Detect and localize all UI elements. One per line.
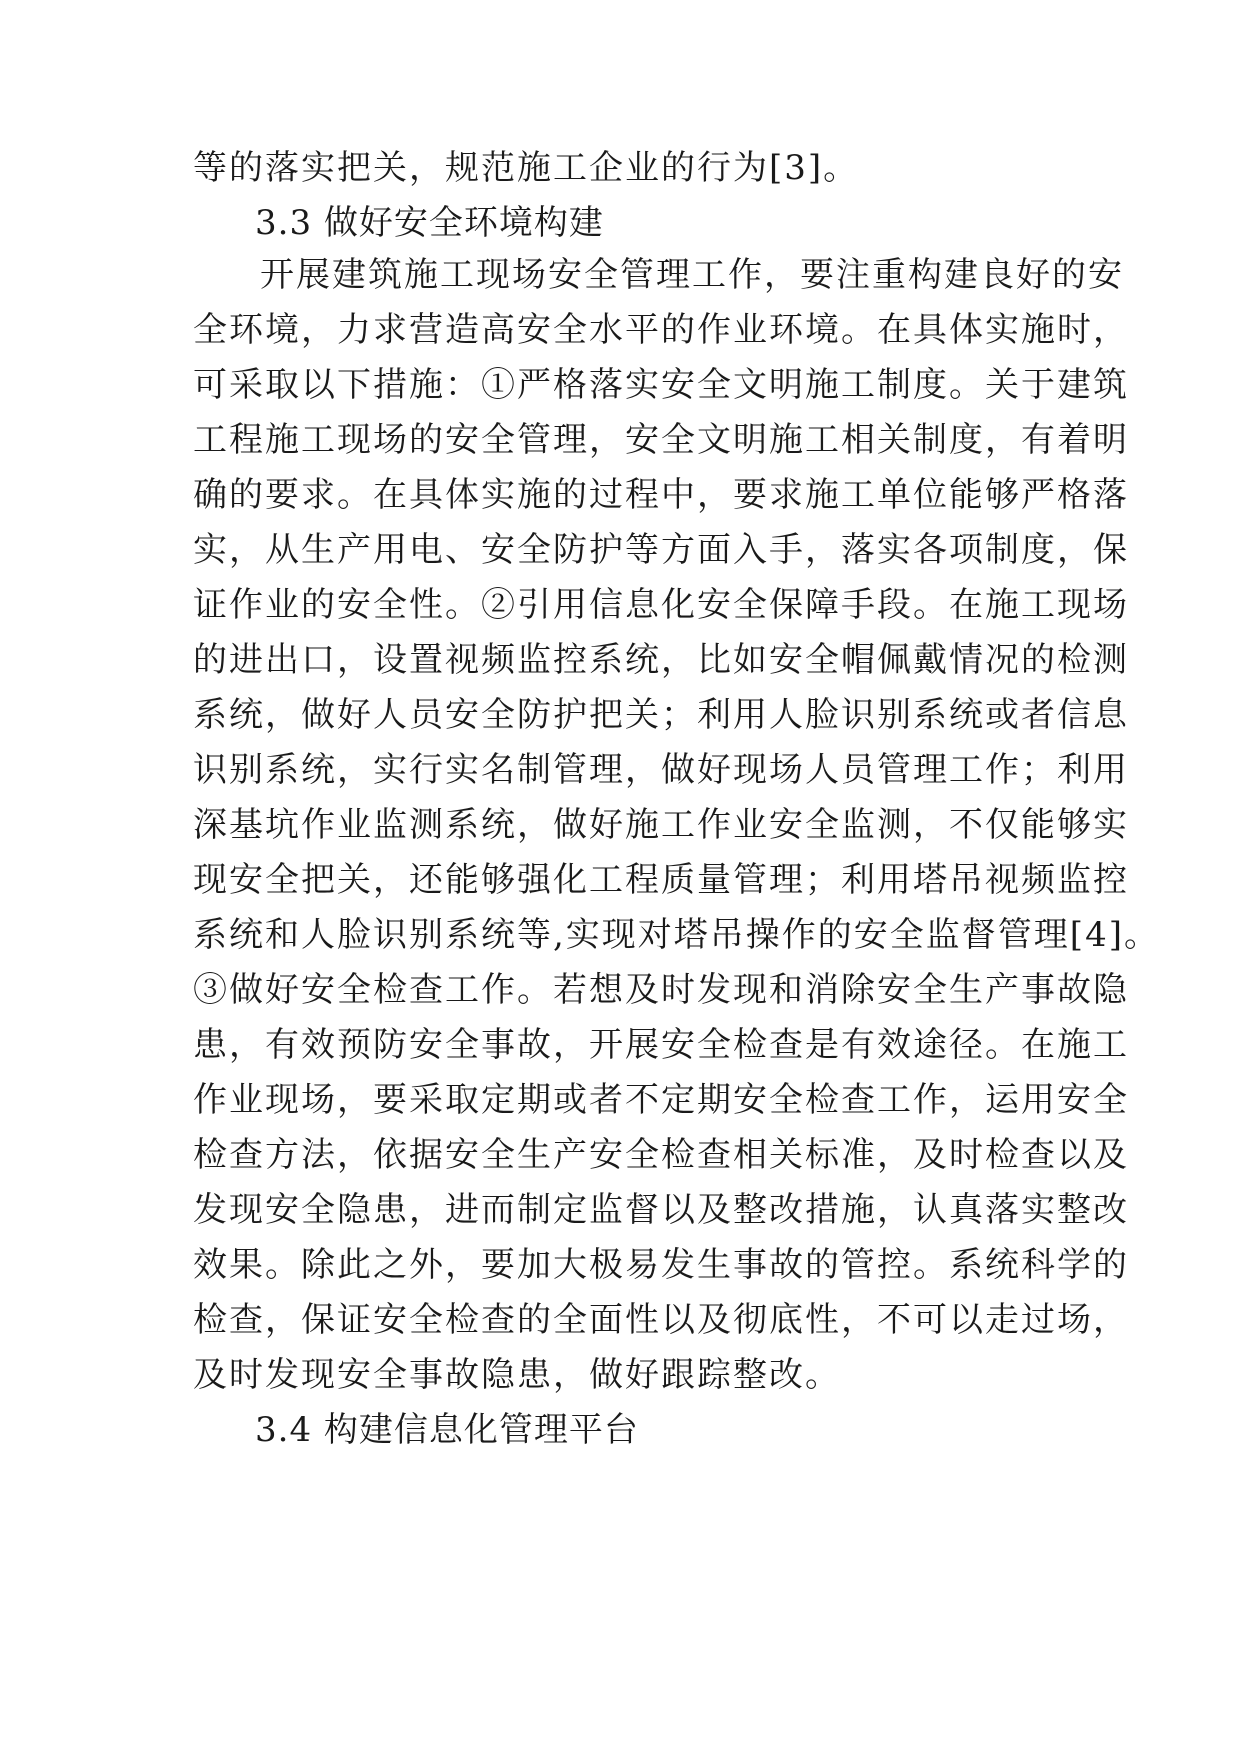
text-line: 等的落实把关，规范施工企业的行为[3]。 (193, 148, 860, 188)
text-line: 现安全把关，还能够强化工程质量管理；利用塔吊视频监控 (193, 860, 1129, 900)
text-line: 系统和人脸识别系统等,实现对塔吊操作的安全监督管理[4]。 (193, 915, 1160, 955)
text-line: 工程施工现场的安全管理，安全文明施工相关制度，有着明 (193, 420, 1129, 460)
text-line: 识别系统，实行实名制管理，做好现场人员管理工作；利用 (193, 750, 1129, 790)
section-heading: 3.4 构建信息化管理平台 (255, 1410, 639, 1450)
paragraph-first-line: 开展建筑施工现场安全管理工作，要注重构建良好的安 (260, 255, 1124, 295)
text-line: 实，从生产用电、安全防护等方面入手，落实各项制度，保 (193, 530, 1129, 570)
text-line: 效果。除此之外，要加大极易发生事故的管控。系统科学的 (193, 1245, 1129, 1285)
section-heading: 3.3 做好安全环境构建 (255, 203, 604, 243)
text-line: 证作业的安全性。②引用信息化安全保障手段。在施工现场 (193, 585, 1129, 625)
text-line: 及时发现安全事故隐患，做好跟踪整改。 (193, 1355, 841, 1395)
text-line: 全环境，力求营造高安全水平的作业环境。在具体实施时， (193, 310, 1129, 350)
text-line: 检查，保证安全检查的全面性以及彻底性，不可以走过场， (193, 1300, 1129, 1340)
text-line: 检查方法，依据安全生产安全检查相关标准，及时检查以及 (193, 1135, 1129, 1175)
text-line: 的进出口，设置视频监控系统，比如安全帽佩戴情况的检测 (193, 640, 1129, 680)
text-line: 患，有效预防安全事故，开展安全检查是有效途径。在施工 (193, 1025, 1129, 1065)
text-line: 作业现场，要采取定期或者不定期安全检查工作，运用安全 (193, 1080, 1129, 1120)
text-line: 深基坑作业监测系统，做好施工作业安全监测，不仅能够实 (193, 805, 1129, 845)
text-line: 系统，做好人员安全防护把关；利用人脸识别系统或者信息 (193, 695, 1129, 735)
text-line: 可采取以下措施：①严格落实安全文明施工制度。关于建筑 (193, 365, 1129, 405)
text-line: ③做好安全检查工作。若想及时发现和消除安全生产事故隐 (193, 970, 1129, 1010)
text-line: 发现安全隐患，进而制定监督以及整改措施，认真落实整改 (193, 1190, 1129, 1230)
text-line: 确的要求。在具体实施的过程中，要求施工单位能够严格落 (193, 475, 1129, 515)
